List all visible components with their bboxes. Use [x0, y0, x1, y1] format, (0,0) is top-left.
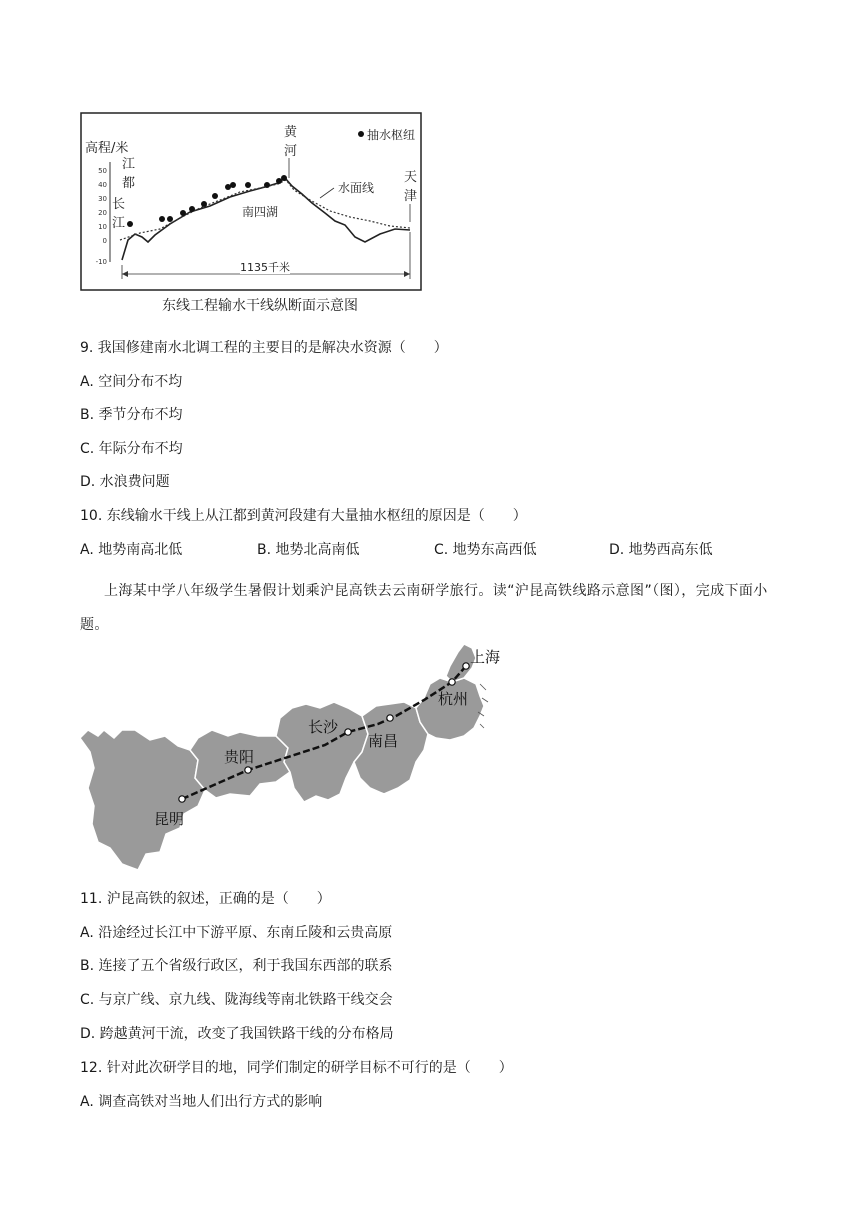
water-line-label: 水面线: [338, 181, 375, 195]
q9-stem: 9. 我国修建南水北调工程的主要目的是解决水资源（ ）: [80, 340, 448, 356]
q11-option-b[interactable]: B. 连接了五个省级行政区，利于我国东西部的联系: [80, 958, 393, 974]
province-yunnan: [80, 730, 205, 870]
q9-option-a[interactable]: A. 空间分布不均: [80, 374, 183, 390]
q11-option-d[interactable]: D. 跨越黄河干流，改变了我国铁路干线的分布格局: [80, 1026, 394, 1042]
q9-option-d[interactable]: D. 水浪费问题: [80, 474, 170, 490]
pump-legend-label: 抽水枢纽: [367, 128, 416, 142]
q11-stem: 11. 沪昆高铁的叙述，正确的是（ ）: [80, 891, 331, 907]
q10-option-d[interactable]: D. 地势西高东低: [609, 542, 713, 558]
pump-station: [212, 193, 218, 199]
label-tianjin-1: 天: [404, 170, 418, 185]
y-tick: 50: [98, 167, 107, 175]
provinces: [80, 644, 484, 870]
city-label-nanchang: 南昌: [368, 732, 399, 750]
profile-caption: 东线工程输水干线纵断面示意图: [162, 298, 358, 314]
pump-station: [230, 182, 236, 188]
q9-option-c[interactable]: C. 年际分布不均: [80, 441, 183, 457]
q12-option-a[interactable]: A. 调查高铁对当地人们出行方式的影响: [80, 1094, 323, 1110]
province-zhejiang: [416, 678, 484, 740]
intro-paragraph: 上海某中学八年级学生暑假计划乘沪昆高铁去云南研学旅行。读“沪昆高铁线路示意图”（图），完成下面小题。: [80, 583, 768, 633]
profile-figure: [80, 112, 423, 292]
label-huanghe-1: 黄: [284, 125, 298, 140]
q10-option-a[interactable]: A. 地势南高北低: [80, 542, 183, 558]
province-hunan: [276, 702, 368, 802]
label-changjiang-2: 江: [112, 216, 126, 231]
pump-station: [180, 210, 186, 216]
distance-label: 1135千米: [240, 261, 290, 274]
q10-option-b[interactable]: B. 地势北高南低: [257, 542, 360, 558]
city-node-kunming: [179, 796, 185, 802]
pump-station: [276, 178, 282, 184]
pump-station: [159, 216, 165, 222]
y-axis-label: 高程/米: [85, 141, 129, 156]
label-huanghe-2: 河: [284, 144, 298, 159]
label-tianjin-2: 津: [404, 189, 418, 204]
q11-option-c[interactable]: C. 与京广线、京九线、陇海线等南北铁路干线交会: [80, 992, 393, 1008]
profile-chart: [80, 112, 423, 292]
pump-legend-dot: [358, 131, 364, 137]
pump-station: [167, 216, 173, 222]
pump-station: [245, 182, 251, 188]
nansihu-label: 南四湖: [242, 205, 279, 219]
city-label-kunming: 昆明: [154, 810, 185, 828]
city-label-changsha: 长沙: [308, 718, 339, 736]
label-jiangdu-2: 都: [122, 176, 136, 191]
y-tick: 20: [98, 209, 107, 217]
city-node-nanchang: [387, 715, 393, 721]
pump-station: [281, 175, 287, 181]
y-tick: 0: [102, 237, 107, 245]
pump-station: [201, 201, 207, 207]
q12-stem: 12. 针对此次研学目的地，同学们制定的研学目标不可行的是（ ）: [80, 1060, 513, 1076]
q11-option-a[interactable]: A. 沿途经过长江中下游平原、东南丘陵和云贵高原: [80, 925, 393, 941]
q9-option-b[interactable]: B. 季节分布不均: [80, 407, 183, 423]
rail-map: [80, 638, 500, 870]
pump-station: [127, 221, 133, 227]
y-tick: 40: [98, 181, 107, 189]
pump-station: [189, 206, 195, 212]
q10-option-c[interactable]: C. 地势东高西低: [434, 542, 537, 558]
city-label-guiyang: 贵阳: [224, 748, 255, 766]
q10-options: [80, 541, 760, 559]
city-label-hangzhou: 杭州: [438, 690, 469, 708]
label-jiangdu-1: 江: [122, 157, 136, 172]
map-figure: [80, 638, 500, 870]
city-node-shanghai: [463, 663, 469, 669]
q10-stem: 10. 东线输水干线上从江都到黄河段建有大量抽水枢纽的原因是（ ）: [80, 508, 527, 524]
y-tick: -10: [95, 258, 107, 266]
y-tick: 30: [98, 195, 107, 203]
city-label-shanghai: 上海: [470, 648, 500, 666]
y-tick: 10: [98, 223, 107, 231]
pump-station: [264, 182, 270, 188]
label-changjiang-1: 长: [112, 197, 126, 212]
city-node-guiyang: [245, 767, 251, 773]
city-node-changsha: [345, 729, 351, 735]
city-node-hangzhou: [449, 679, 455, 685]
